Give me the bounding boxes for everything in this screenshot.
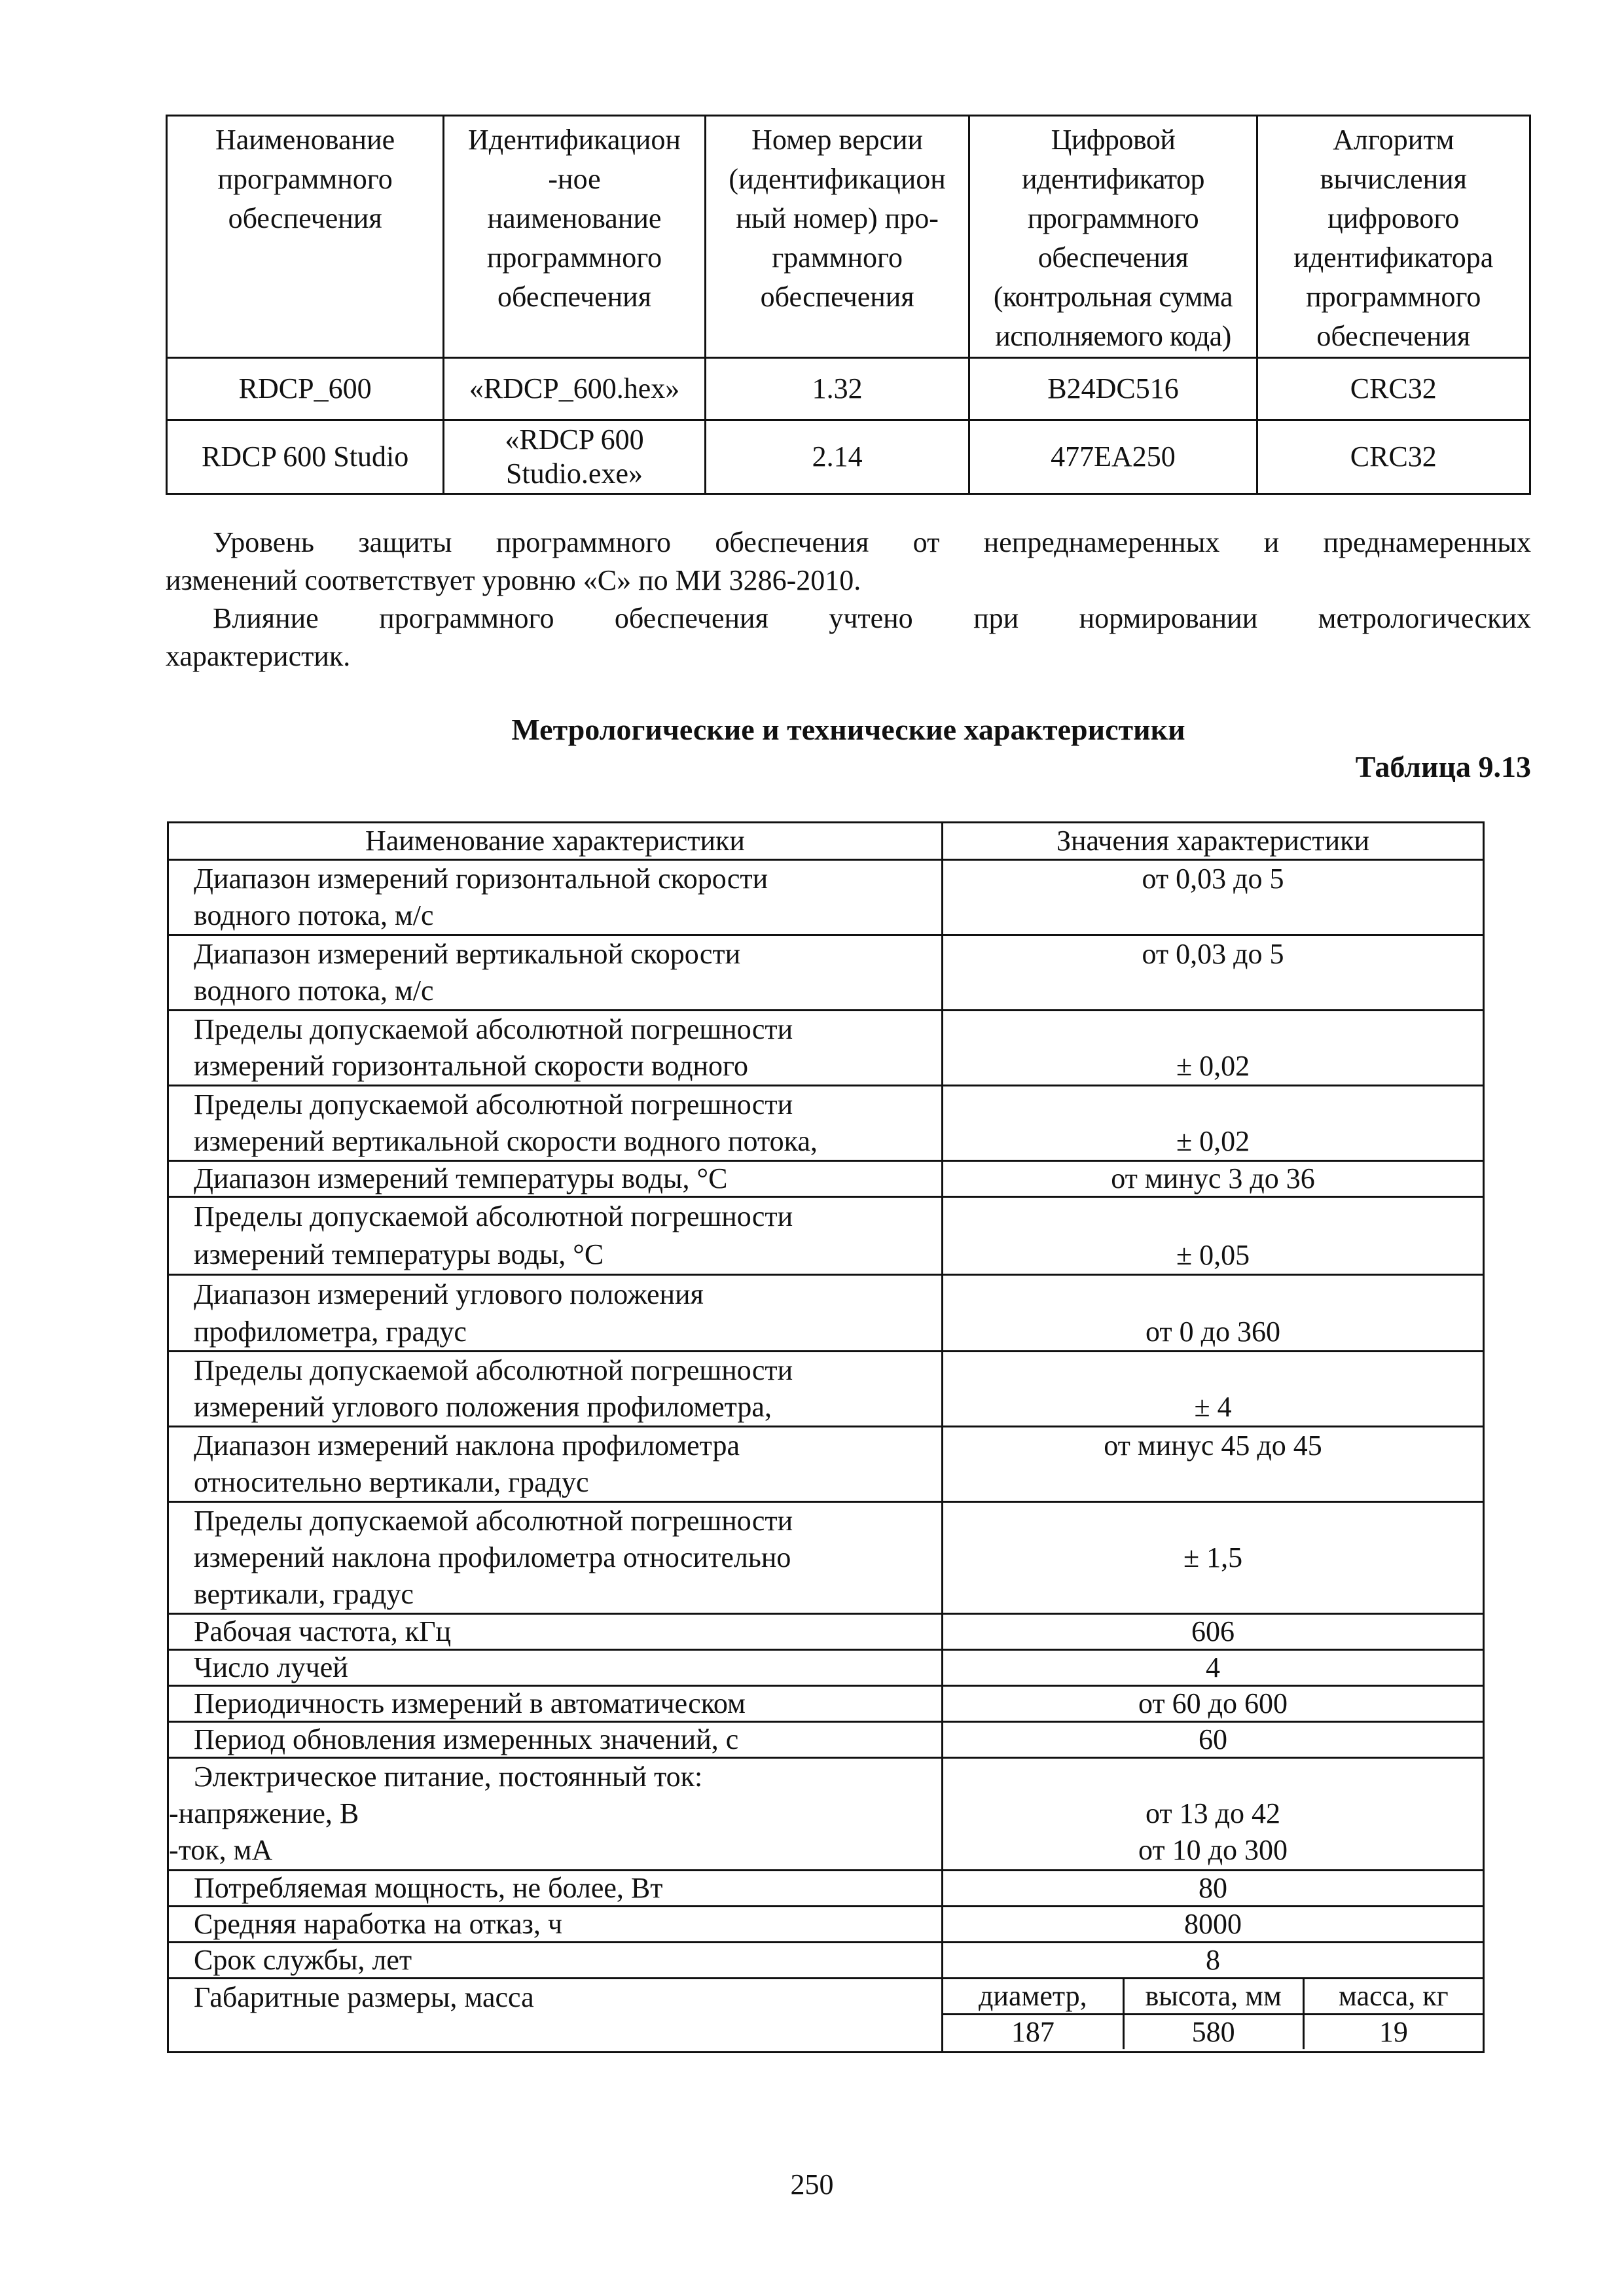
- characteristic-value: 80: [943, 1871, 1484, 1907]
- paragraph-line: характеристик.: [166, 640, 351, 672]
- power-supply-name: [168, 1758, 943, 1871]
- software-id-name: [444, 420, 706, 494]
- name-line: водного потока, м/с: [194, 975, 434, 1007]
- characteristic-value: ± 0,05: [943, 1197, 1484, 1275]
- software-algorithm: CRC32: [1257, 358, 1530, 420]
- characteristic-value: от 0,03 до 5: [943, 935, 1484, 1011]
- characteristic-name: [168, 1427, 943, 1502]
- dimension-value: 187: [1011, 2016, 1055, 2048]
- name-line: измерений вертикальной скорости водного потока,: [194, 1125, 818, 1157]
- characteristic-value: 8000: [943, 1907, 1484, 1943]
- software-version: 1.32: [705, 358, 969, 420]
- software-id-table: [166, 115, 1531, 495]
- table-row: [168, 1907, 1484, 1943]
- header-line: Цифровой: [1051, 124, 1176, 156]
- table-row: [168, 1086, 1484, 1161]
- table-row: [168, 1871, 1484, 1907]
- header-line: программного: [486, 242, 662, 274]
- table-row: [167, 420, 1530, 494]
- table-caption: Таблица 9.13: [1355, 750, 1531, 783]
- dimension-value: 19: [1303, 2015, 1483, 2050]
- table-row: [167, 358, 1530, 420]
- characteristic-value: от 60 до 600: [943, 1686, 1484, 1722]
- dimensions-value-row: [943, 2015, 1483, 2050]
- table-row: [168, 1161, 1484, 1197]
- name-line: измерений наклона профилометра относительно: [194, 1541, 791, 1573]
- characteristic-name: Потребляемая мощность, не более, Вт: [168, 1871, 943, 1907]
- id-name-line: «RDCP 600: [505, 423, 644, 456]
- characteristic-name: [168, 1086, 943, 1161]
- header-line: программного: [1306, 281, 1481, 313]
- characteristics-table: [167, 821, 1485, 2053]
- dimension-value: 580: [1123, 2015, 1303, 2050]
- header-line: обеспечения: [1038, 242, 1189, 274]
- paragraph-line: Влияние программного обеспечения учтено при нормировании метрологических: [213, 602, 1531, 634]
- software-influence-paragraph: [166, 600, 1531, 675]
- name-line: Пределы допускаемой абсолютной погрешности: [194, 1088, 793, 1121]
- dimensions-header-row: [943, 1979, 1483, 2015]
- id-name-line: Studio.exe»: [506, 457, 643, 490]
- characteristic-value: от минус 3 до 36: [943, 1161, 1484, 1197]
- characteristic-name: [168, 1502, 943, 1614]
- header-line: Номер версии: [751, 124, 924, 156]
- characteristic-name: Число лучей: [168, 1650, 943, 1686]
- characteristic-value: от 0 до 360: [943, 1275, 1484, 1352]
- name-line: измерений горизонтальной скорости водного: [194, 1050, 748, 1082]
- header-line: вычисления: [1320, 163, 1467, 195]
- characteristic-name: [168, 1197, 943, 1275]
- header-line: наименование: [487, 202, 662, 234]
- dimensions-subtable: [943, 1979, 1483, 2049]
- protection-level-paragraph: [166, 524, 1531, 600]
- header-line: обеспечения: [228, 202, 382, 234]
- paragraph-line: изменений соответствует уровню «С» по МИ 3286-2010.: [166, 564, 861, 596]
- software-name: RDCP 600 Studio: [167, 420, 444, 494]
- name-line: Пределы допускаемой абсолютной погрешности: [194, 1013, 793, 1045]
- header-cell: [444, 116, 706, 358]
- name-line: Пределы допускаемой абсолютной погрешности: [194, 1505, 793, 1537]
- table-row: [168, 1650, 1484, 1686]
- header-line: обеспечения: [1316, 320, 1471, 352]
- name-line: профилометра, градус: [194, 1316, 467, 1348]
- software-table-header: [167, 116, 1530, 358]
- table-row: [168, 1722, 1484, 1758]
- header-line: (идентификацион: [729, 163, 946, 195]
- characteristics-header: [168, 823, 1484, 860]
- characteristic-value: от 0,03 до 5: [943, 860, 1484, 935]
- characteristic-name: Срок службы, лет: [168, 1943, 943, 1979]
- dimension-header: диаметр,: [943, 1979, 1123, 2015]
- header-cell: [167, 116, 444, 358]
- header-line: обеспечения: [497, 281, 651, 313]
- header-line: ный номер) про-: [736, 202, 939, 234]
- characteristic-name: [168, 1275, 943, 1352]
- characteristic-value: ± 1,5: [943, 1502, 1484, 1614]
- header-line: обеспечения: [760, 281, 914, 313]
- header-line: идентификатор: [1021, 163, 1205, 195]
- dimension-header: высота, мм: [1123, 1979, 1303, 2015]
- name-line: Пределы допускаемой абсолютной погрешности: [194, 1200, 793, 1232]
- characteristic-value: 606: [943, 1614, 1484, 1650]
- characteristic-name: [168, 1352, 943, 1427]
- header-line: идентификатора: [1293, 242, 1494, 274]
- table-row: [168, 935, 1484, 1011]
- voltage-value: от 13 до 42: [1145, 1797, 1281, 1829]
- header-line: программного: [1027, 202, 1199, 234]
- characteristic-value: 60: [943, 1722, 1484, 1758]
- current-value: от 10 до 300: [1138, 1834, 1288, 1866]
- name-line: Диапазон измерений вертикальной скорости: [194, 938, 741, 970]
- voltage-label: -напряжение, В: [169, 1797, 359, 1829]
- table-row: [168, 860, 1484, 935]
- table-row: [168, 1352, 1484, 1427]
- characteristic-value: ± 0,02: [943, 1011, 1484, 1086]
- power-supply-value: [943, 1758, 1484, 1871]
- characteristic-name: Диапазон измерений температуры воды, °С: [168, 1161, 943, 1197]
- software-id-name: [444, 358, 706, 420]
- header-line: Алгоритм: [1333, 124, 1454, 156]
- header-line: (контрольная сумма: [993, 281, 1233, 313]
- header-cell: [705, 116, 969, 358]
- table-row: [168, 1197, 1484, 1275]
- software-algorithm: CRC32: [1257, 420, 1530, 494]
- current-label: -ток, мА: [169, 1834, 273, 1866]
- software-digest: 477EA250: [969, 420, 1257, 494]
- dimension-header: масса, кг: [1303, 1979, 1483, 2015]
- header-line: Идентификацион: [468, 124, 681, 156]
- table-row: [168, 1686, 1484, 1722]
- header-line: граммного: [772, 242, 903, 274]
- table-row: [168, 1275, 1484, 1352]
- table-row: [168, 1011, 1484, 1086]
- table-row: [168, 1502, 1484, 1614]
- characteristic-name: Периодичность измерений в автоматическом: [168, 1686, 943, 1722]
- name-line: относительно вертикали, градус: [194, 1466, 589, 1498]
- characteristic-name: [168, 935, 943, 1011]
- header-cell: [1257, 116, 1530, 358]
- characteristic-name: [168, 860, 943, 935]
- table-row: [168, 1758, 1484, 1871]
- name-line: Диапазон измерений горизонтальной скорости: [194, 863, 768, 895]
- dimensions-name: Габаритные размеры, масса: [168, 1979, 943, 2053]
- characteristic-name: Период обновления измеренных значений, с: [168, 1722, 943, 1758]
- software-name: RDCP_600: [167, 358, 444, 420]
- name-line: измерений углового положения профилометра,: [194, 1391, 772, 1423]
- header-line: программного: [217, 163, 393, 195]
- name-line: измерений температуры воды, °С: [194, 1238, 604, 1270]
- software-version: 2.14: [705, 420, 969, 494]
- header-name-cell: Наименование характеристики: [168, 823, 943, 860]
- header-cell: [969, 116, 1257, 358]
- table-row: [168, 1427, 1484, 1502]
- page-number: 250: [790, 2168, 834, 2200]
- characteristic-name: Средняя наработка на отказ, ч: [168, 1907, 943, 1943]
- characteristic-value: 8: [943, 1943, 1484, 1979]
- characteristic-name: Рабочая частота, кГц: [168, 1614, 943, 1650]
- name-line: Диапазон измерений углового положения: [194, 1278, 704, 1310]
- table-row: [168, 1943, 1484, 1979]
- name-line: водного потока, м/с: [194, 899, 434, 931]
- power-title: Электрическое питание, постоянный ток:: [194, 1761, 703, 1793]
- characteristic-name: [168, 1011, 943, 1086]
- header-line: исполняемого кода): [995, 320, 1231, 352]
- software-digest: B24DC516: [969, 358, 1257, 420]
- name-line: Пределы допускаемой абсолютной погрешности: [194, 1354, 793, 1386]
- header-line: цифрового: [1327, 202, 1460, 234]
- paragraph-line: Уровень защиты программного обеспечения от непреднамеренных и преднамеренных: [213, 526, 1531, 558]
- characteristic-value: ± 0,02: [943, 1086, 1484, 1161]
- name-line: Диапазон измерений наклона профилометра: [194, 1429, 740, 1462]
- name-line: вертикали, градус: [194, 1578, 414, 1610]
- table-row: [168, 1614, 1484, 1650]
- table-row: [168, 1979, 1484, 2053]
- header-line: -ное: [548, 163, 601, 195]
- characteristic-value: 4: [943, 1650, 1484, 1686]
- dimensions-value: [943, 1979, 1484, 2053]
- id-name-line: «RDCP_600.hex»: [469, 372, 680, 404]
- header-line: Наименование: [215, 124, 395, 156]
- section-heading: Метрологические и технические характеристики: [511, 713, 1185, 746]
- header-value-cell: Значения характеристики: [943, 823, 1484, 860]
- characteristic-value: от минус 45 до 45: [943, 1427, 1484, 1502]
- characteristic-value: ± 4: [943, 1352, 1484, 1427]
